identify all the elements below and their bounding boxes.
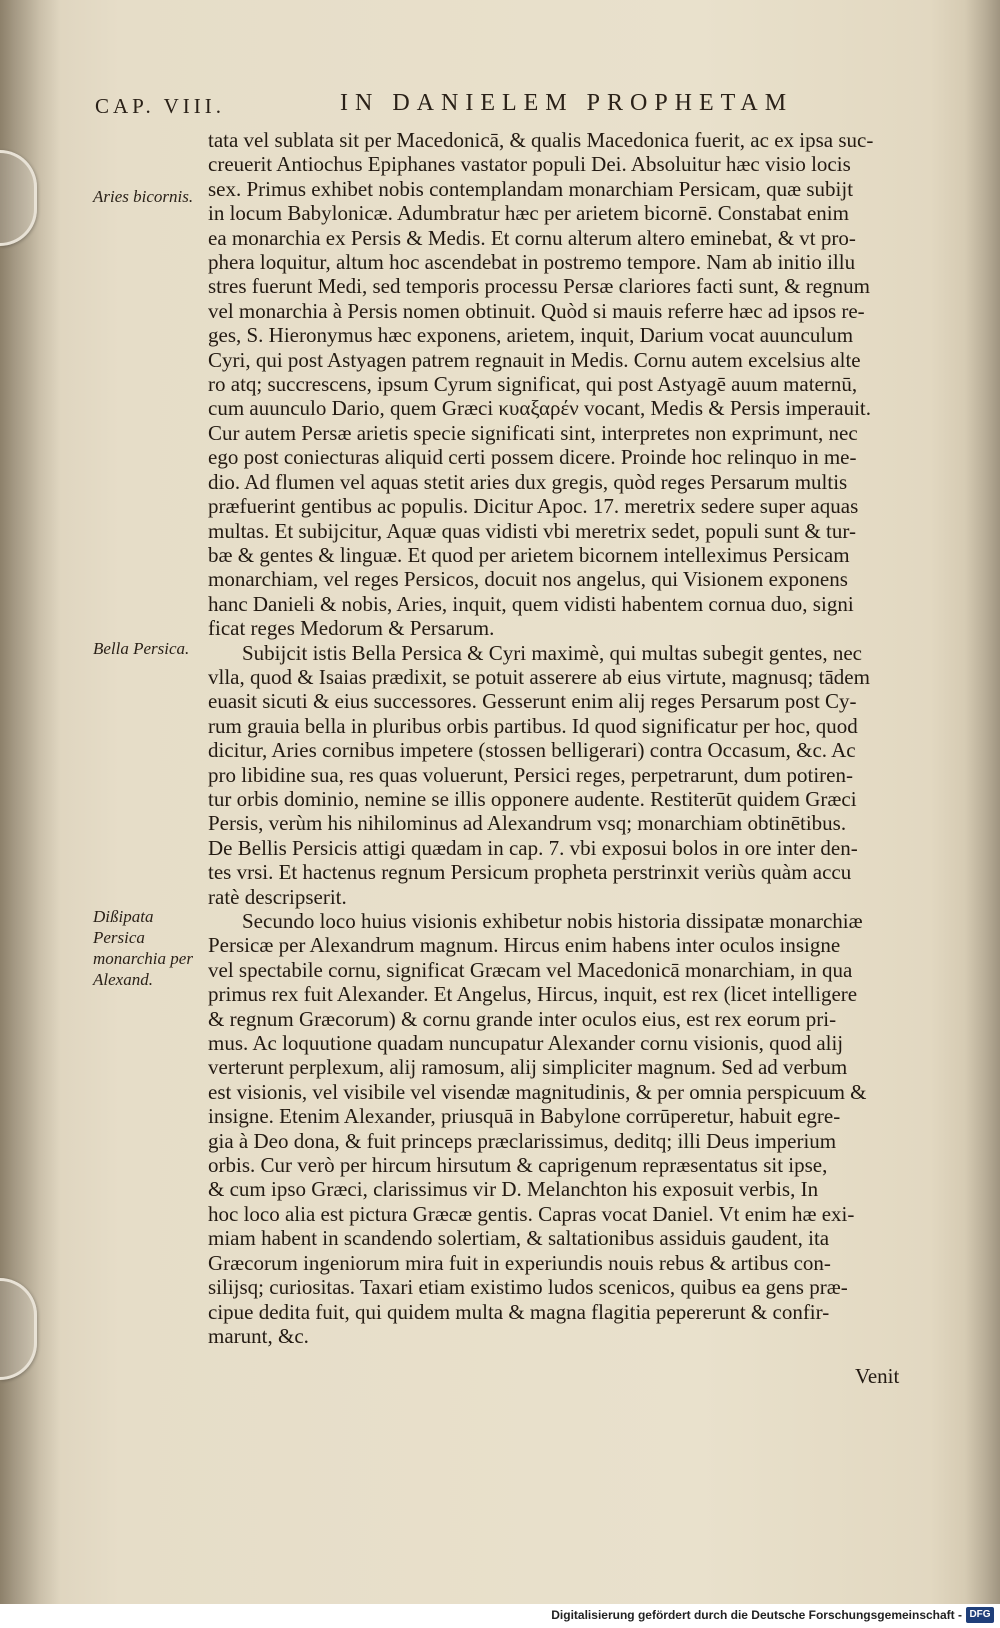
funding-credit: Digitalisierung gefördert durch die Deutsche Forschungsgemeinschaft - xyxy=(551,1608,962,1622)
text-line: monarchiam, vel reges Persicos, docuit nos angelus, qui Visionem exponens xyxy=(208,567,848,592)
text-line: gia à Deo dona, & fuit princeps præclarissimus, deditq; illi Deus imperium xyxy=(208,1128,837,1153)
text-line: tes vrsi. Et hactenus regnum Persicum propheta perstrinxit veriùs quàm accu xyxy=(208,860,852,885)
text-line: primus rex fuit Alexander. Et Angelus, Hircus, inquit, est rex (licet intelligere xyxy=(208,982,858,1007)
catchword: Venit xyxy=(855,1364,900,1388)
text-line: verterunt perplexum, alij ramosum, alij simpliciter magnum. Sed ad verbum xyxy=(208,1055,848,1080)
text-line: cum auunculo Dario, quem Græci κυαξαρέν vocant, Medis & Persis imperauit. xyxy=(208,396,871,421)
text-line: & cum ipso Græci, clarissimus vir D. Melanchton his exposuit verbis, In xyxy=(208,1177,819,1202)
margin-note-bella: Bella Persica. xyxy=(93,639,190,658)
text-line: & regnum Græcorum) & cornu grande inter oculos eius, est rex eorum pri- xyxy=(208,1006,837,1031)
text-line: stres fuerunt Medi, sed temporis processu Persæ clariores facti sunt, & regnum xyxy=(208,274,870,299)
text-line: orbis. Cur verò per hircum hirsutum & caprigenum repræsentatus sit ipse, xyxy=(208,1153,828,1178)
text-line: multas. Et subijcitur, Aquæ quas vidisti vbi meretrix sedet, populi sunt & tur- xyxy=(208,518,856,543)
text-line: est visionis, vel visibile vel visendæ magnitudinis, & per omnia perspicuum & xyxy=(208,1079,867,1104)
running-head xyxy=(95,90,945,130)
text-line: vel spectabile cornu, significat Græcam vel Macedonicā monarchiam, in qua xyxy=(208,957,853,982)
paragraph xyxy=(208,909,953,1348)
text-line: tata vel sublata sit per Macedonicā, & qualis Macedonica fuerit, ac ex ipsa suc- xyxy=(208,128,874,152)
text-line: vel monarchia à Persis nomen obtinuit. Quòd si mauis referre hæc ad ipsos re- xyxy=(208,298,865,323)
text-line: insigne. Etenim Alexander, priusquā in Babylone corrūperetur, habuit egre- xyxy=(208,1104,841,1129)
paragraph xyxy=(208,128,953,641)
footer-bar xyxy=(0,1604,1000,1628)
dfg-logo-badge: DFG xyxy=(966,1607,994,1623)
text-line: sex. Primus exhibet nobis contemplandam monarchiam Persicam, quæ subijt xyxy=(208,176,854,201)
text-line: silijsq; curiositas. Taxari etiam existimo ludos scenicos, quibus ea gens præ- xyxy=(208,1275,848,1300)
chapter-label: CAP. VIII. xyxy=(95,94,226,118)
text-line: ea monarchia ex Persis & Medis. Et cornu alterum altero eminebat, & vt pro- xyxy=(208,225,856,250)
text-line: Græcorum ingeniorum mira fuit in experiundis nouis rebus & artibus con- xyxy=(208,1250,831,1275)
text-line: dicitur, Aries cornibus impetere (stossen belligerari) contra Occasum, &c. Ac xyxy=(208,738,856,763)
text-line: Persicæ per Alexandrum magnum. Hircus enim habens inter oculos insigne xyxy=(208,933,841,958)
margin-note-dissipata: Dißipata Persica monarchia per Alexand. xyxy=(93,907,193,989)
text-line: Subijcit istis Bella Persica & Cyri maximè, qui multas subegit gentes, nec xyxy=(242,640,862,665)
text-line: tur orbis dominio, nemine se illis opponere audente. Restiterūt quidem Græci xyxy=(208,786,857,811)
text-line: Secundo loco huius visionis exhibetur nobis historia dissipatæ monarchiæ xyxy=(242,909,863,933)
text-line: bæ & gentes & linguæ. Et quod per arietem bicornem intelleximus Persicam xyxy=(208,542,850,567)
text-line: præfuerint gentibus ac populis. Dicitur Apoc. 17. meretrix sedere super aquas xyxy=(208,494,859,519)
page-title: IN DANIELEM PROPHETAM xyxy=(340,90,794,116)
text-line: Cur autem Persæ arietis specie significati sint, interpretes non exprimunt, nec xyxy=(208,420,858,445)
text-line: ges, S. Hieronymus hæc exponens, arietem, inquit, Darium vocat auunculum xyxy=(208,323,854,348)
text-line: ficat reges Medorum & Persarum. xyxy=(208,616,495,641)
text-line: pro libidine sua, res quas voluerunt, Persici reges, perpetrarunt, dum potiren- xyxy=(208,762,853,787)
text-line: euasit sicuti & eius successores. Gesserunt enim alij reges Persarum post Cy- xyxy=(208,689,857,714)
text-line: ratè descripserit. xyxy=(208,884,347,909)
text-line: Persis, verùm his nihilominus ad Alexandrum vsq; monarchiam obtinētibus. xyxy=(208,811,847,836)
text-line: phera loquitur, altum hoc ascendebat in postremo tempore. Nam ab initio illu xyxy=(208,250,856,275)
text-line: marunt, &c. xyxy=(208,1323,309,1348)
text-line: ego post coniecturas aliquid certi possem dicere. Proinde hoc relinquo in me- xyxy=(208,445,857,470)
text-line: mus. Ac loquutione quadam nuncupatur Alexander cornu visionis, quod alij xyxy=(208,1031,844,1056)
text-line: ro atq; succrescens, ipsum Cyrum significat, qui post Astyagē auum maternū, xyxy=(208,372,858,397)
text-line: miam habent in scandendo solertiam, & saltationibus assiduis gaudent, ita xyxy=(208,1226,830,1251)
paragraph xyxy=(208,641,953,909)
body-text xyxy=(208,128,953,1348)
text-line: De Bellis Persicis attigi quædam in cap. 7. vbi exposui bolos in ore inter den- xyxy=(208,835,858,860)
text-line: vlla, quod & Isaias prædixit, se potuit asserere ab eius virtute, magnusq; tādem xyxy=(208,664,870,689)
text-line: hanc Danieli & nobis, Aries, inquit, quem vidisti habentem cornua duo, signi xyxy=(208,591,854,616)
text-line: in locum Babylonicæ. Adumbratur hæc per arietem bicornē. Constabat enim xyxy=(208,201,849,226)
text-line: creuerit Antiochus Epiphanes vastator populi Dei. Absoluitur hæc visio locis xyxy=(208,152,851,177)
text-line: cipue dedita fuit, qui quidem multa & magna flagitia pepererunt & confir- xyxy=(208,1299,830,1324)
text-line: hoc loco alia est pictura Græcæ gentis. Capras vocat Daniel. Vt enim hæ exi- xyxy=(208,1201,855,1226)
margin-note-aries: Aries bicornis. xyxy=(93,187,194,206)
text-line: Cyri, qui post Astyagen patrem regnauit in Medis. Cornu autem excelsius alte xyxy=(208,347,861,372)
text-line: rum grauia bella in pluribus orbis partibus. Id quod significatur per hoc, quod xyxy=(208,713,858,738)
text-line: dio. Ad flumen vel aquas stetit aries dux gregis, quòd reges Persarum multis xyxy=(208,469,848,494)
